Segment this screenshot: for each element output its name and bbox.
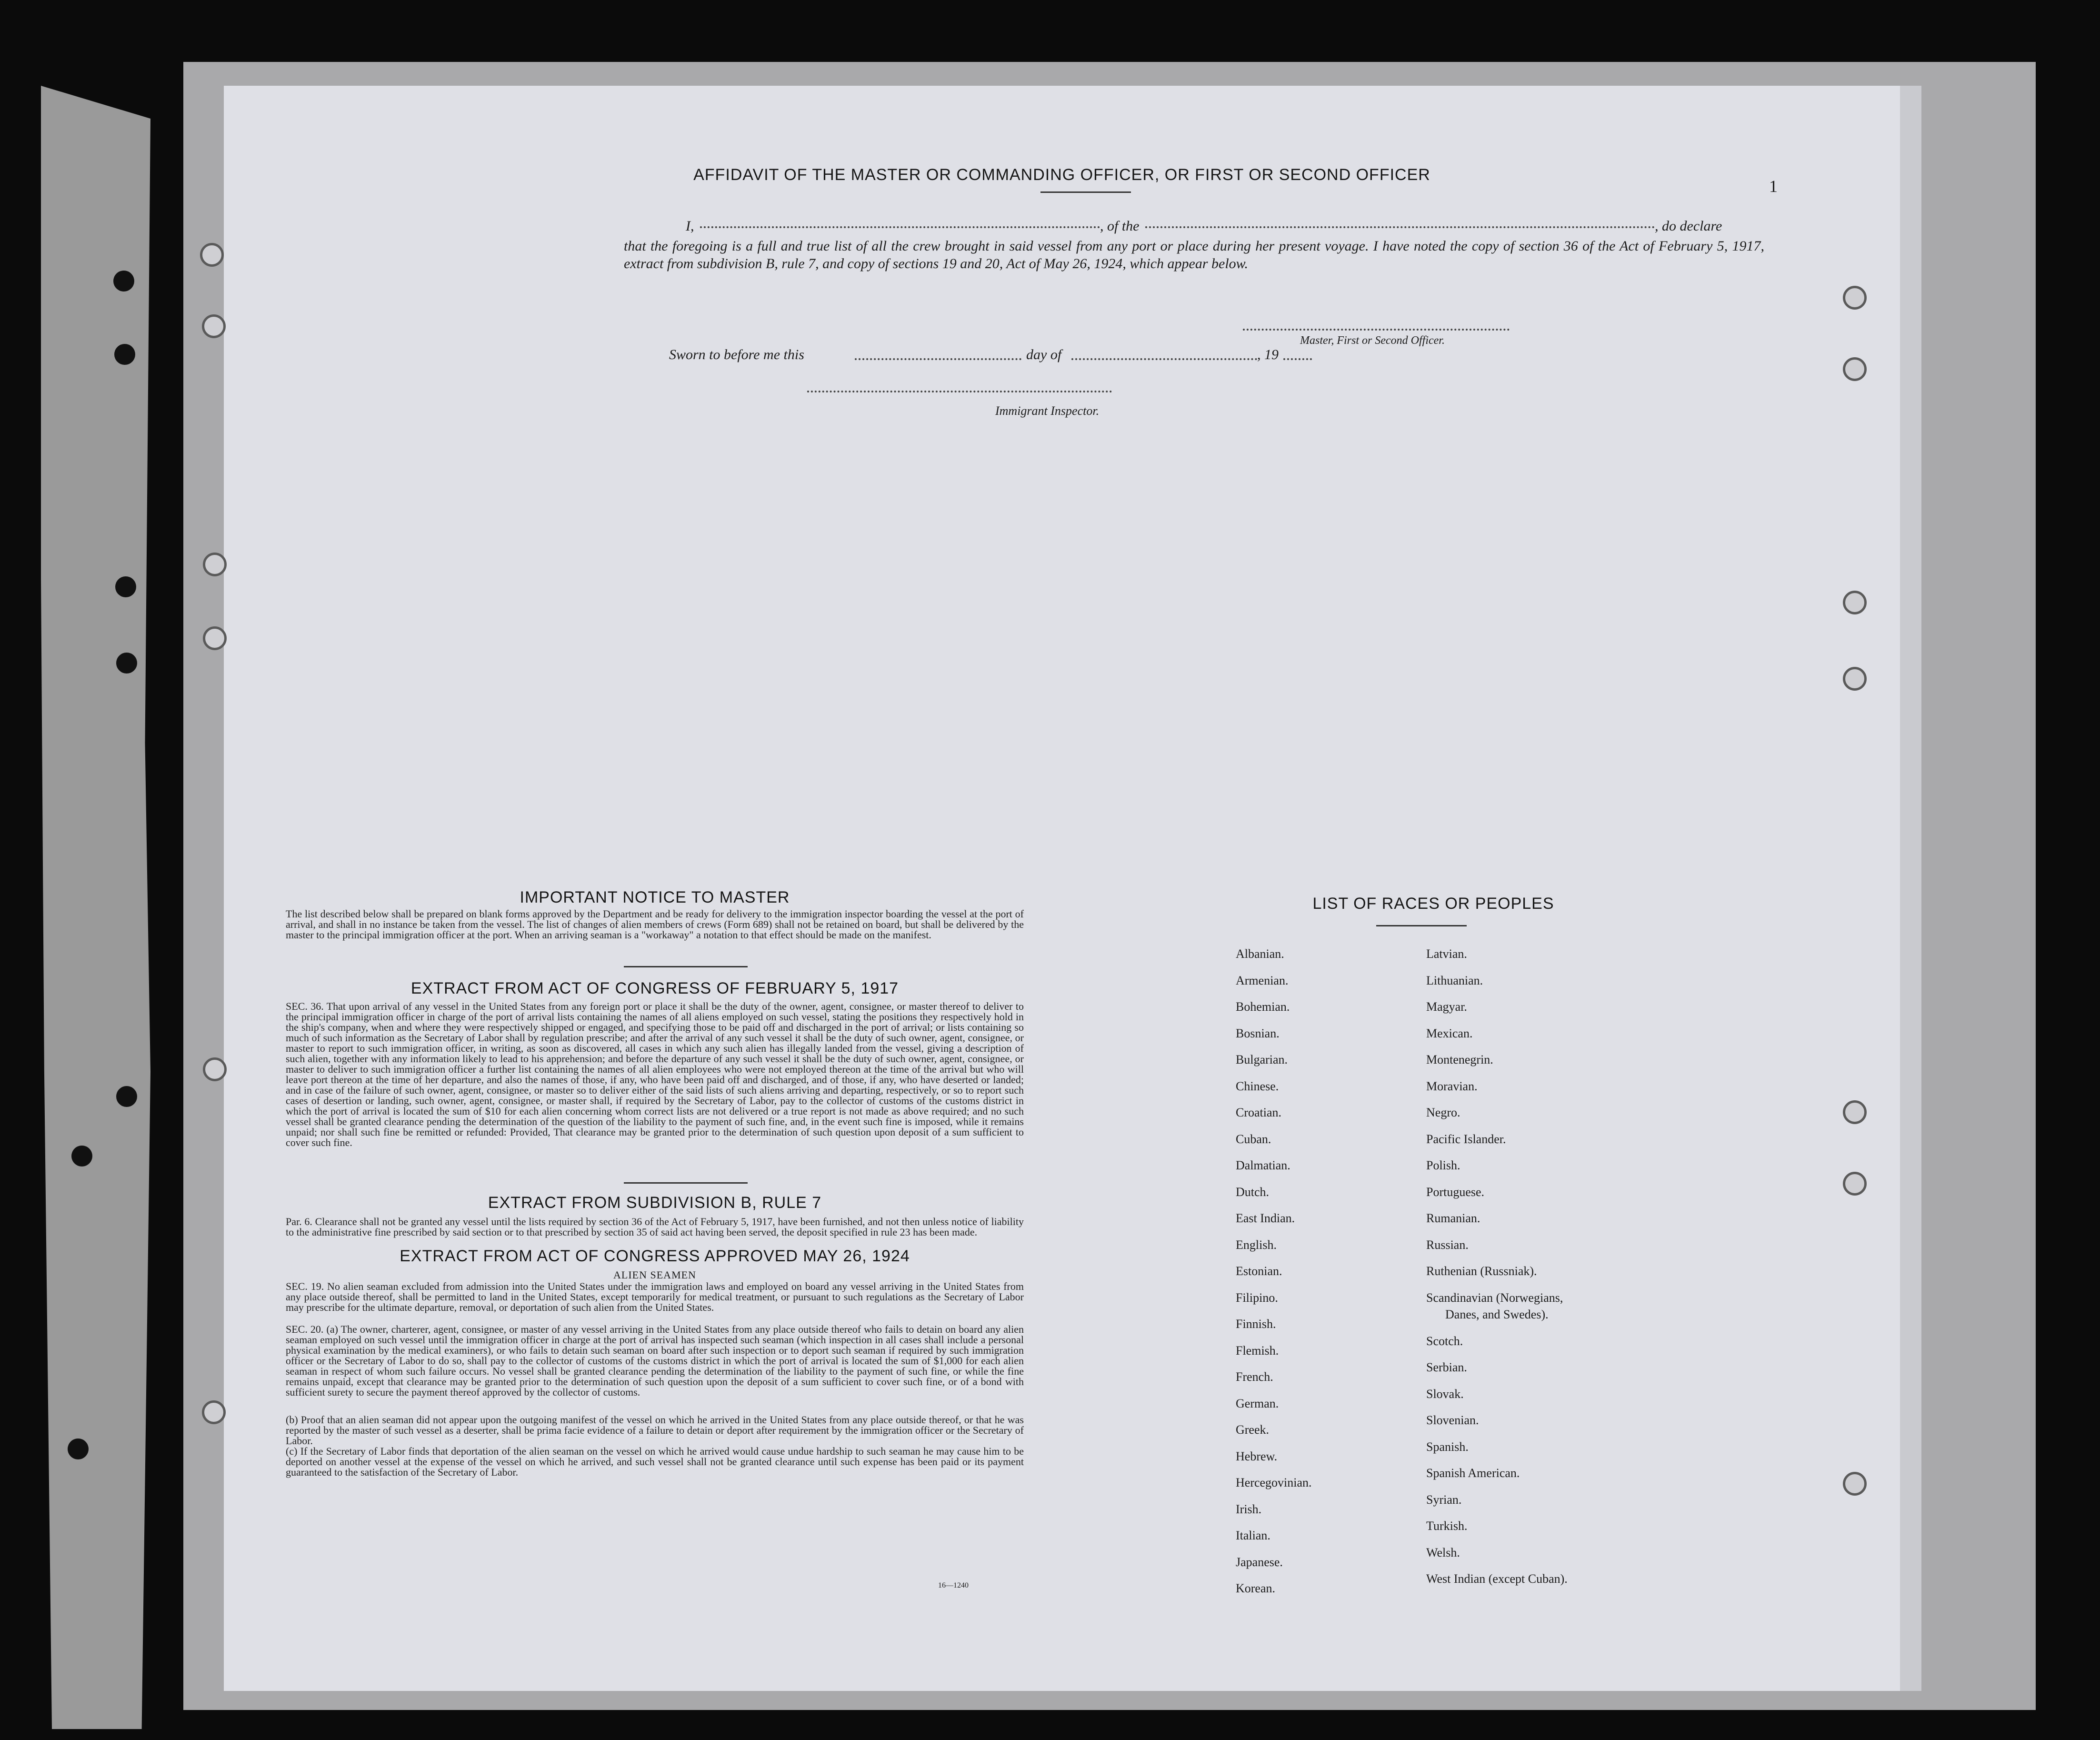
race-item: Bohemian. — [1236, 1000, 1290, 1014]
race-item: Hebrew. — [1236, 1449, 1278, 1463]
race-item: Serbian. — [1426, 1360, 1467, 1374]
vessel-blank[interactable] — [1145, 226, 1655, 228]
extract-rule7-text: Par. 6. Clearance shall not be granted any vessel until the lists required by section 36 of the Act of February 5, 1917, have been furnished, and not then unless notice of liability to the administrative fine prescribed by said section or to that prescribed by section 35 of said act having been served, the deposit specified in rule 23 has been made. — [286, 1216, 1024, 1238]
race-item: Rumanian. — [1426, 1211, 1480, 1225]
binding-hole — [113, 271, 134, 292]
race-item: Bosnian. — [1236, 1026, 1280, 1040]
race-item: Slovak. — [1426, 1387, 1464, 1401]
sec19-text: SEC. 19. No alien seaman excluded from admission into the United States under the immigration laws and employed on board any vessel arriving in the United States from any place outside thereof, shall be permitted to land in the United States, except temporarily for medical treatment, or pursuant to such regulations as the Secretary of Labor may prescribe for the ultimate departure, removal, or deportation of such alien from the United States. — [286, 1280, 1024, 1313]
extract-1917-text: SEC. 36. That upon arrival of any vessel in the United States from any foreign port or place it shall be the duty of the owner, agent, consignee, or master thereof to deliver to the principal immigration officer in charge of the port of arrival lists containing the names of all aliens employed on such vessel, stating the positions they respectively hold in the ship's company, when and where they were respectively shipped or engaged, and specifying those to be paid off and discharged in the port of arrival; or lists containing so much of such information as the Secretary of Labor shall by regulation prescribe; and after the arrival of any such vessel it shall be the duty of such owner, agent, consignee, or master to report to such immigration officer, in writing, as soon as discovered, all cases in which any such alien has illegally landed from the vessel, giving a description of such alien, together with any information likely to lead to his apprehension; and before the departure of any such vessel it shall be the duty of such owner, agent, consignee, or master to deliver to such immigration officer a further list containing the names of all alien employees who were not employed thereon at the time of the arrival but who will leave port thereon at the time of her departure, and also the names of those, if any, who have been paid off and discharged, and of those, if any, who have deserted or landed; and in case of the failure of such owner, agent, consignee, or master so to deliver either of the said lists of such aliens arriving and departing, respectively, or so to report such cases of desertion or landing, such owner, agent, consignee, or master shall, if required by the Secretary of Labor, pay to the collector of customs of the customs district in which the port of arrival is located the sum of $10 for each alien concerning whom correct lists are not delivered or a true report is not made as above required; and no such vessel shall be granted clearance pending the determination of the question of the liability to the payment of such fine, and, in the event such fine is imposed, while it remains unpaid; nor shall such fine be remitted or refunded: Provided, That clearance may be granted prior to the determination of such question upon deposit of a sum sufficient to cover such fine. — [286, 1000, 1024, 1148]
race-item: Montenegrin. — [1426, 1053, 1493, 1066]
punch-ring — [1843, 1172, 1867, 1196]
race-item: West Indian (except Cuban). — [1426, 1572, 1568, 1586]
binding-hole — [68, 1438, 89, 1459]
race-item: Welsh. — [1426, 1545, 1460, 1559]
race-item: Turkish. — [1426, 1519, 1468, 1533]
binding-hole — [71, 1146, 92, 1167]
race-item: Albanian. — [1236, 947, 1284, 961]
race-item: Irish. — [1236, 1502, 1262, 1516]
year-label: , 19 — [1257, 347, 1279, 362]
race-item: Korean. — [1236, 1581, 1276, 1595]
race-item: Danes, and Swedes). — [1445, 1308, 1549, 1321]
race-item: English. — [1236, 1237, 1277, 1252]
sec20b-text: (b) Proof that an alien seaman did not appear upon the outgoing manifest of the vessel on which he arrived in the United States from any place outside thereof, or that he was reported by the master of such vessel as a deserter, shall be prima facie evidence of a failure to detain or deport after requirement by the immigration officer or the Secretary of Labor. — [286, 1414, 1024, 1447]
punch-ring — [202, 1400, 226, 1424]
race-item: German. — [1236, 1396, 1279, 1410]
race-item: Lithuanian. — [1426, 973, 1483, 987]
race-item: Dutch. — [1236, 1185, 1270, 1199]
race-item: Slovenian. — [1426, 1413, 1479, 1427]
extract-1917-title: EXTRACT FROM ACT OF CONGRESS OF FEBRUARY 5, 1917 — [410, 979, 899, 997]
races-title: LIST OF RACES OR PEOPLES — [1312, 895, 1554, 913]
notice-text: The list described below shall be prepared on blank forms approved by the Department and be ready for delivery to the immigration inspector boarding the vessel at the port of arrival, and shall in no instance be taken from the vessel. The list of changes of alien members of crews (Form 689) shall not be retained on board, but shall be delivered by the master to the principal immigration officer at the port. When an arriving seaman is a "workaway" a notation to that effect should be made on the manifest. — [286, 908, 1024, 941]
inspector-signature-blank[interactable] — [807, 391, 1112, 392]
divider — [1376, 925, 1467, 926]
sworn-label: Sworn to before me this — [669, 347, 804, 362]
race-item: Greek. — [1236, 1423, 1270, 1437]
races-left-column — [1236, 941, 1393, 1602]
race-item: Armenian. — [1236, 973, 1289, 987]
race-item: Mexican. — [1426, 1026, 1473, 1040]
race-item: Negro. — [1426, 1106, 1460, 1119]
punch-ring — [202, 314, 226, 338]
master-label: Master, First or Second Officer. — [1300, 334, 1445, 347]
punch-ring — [1843, 591, 1867, 614]
race-item: Chinese. — [1236, 1079, 1279, 1093]
name-blank[interactable] — [700, 226, 1100, 228]
divider — [624, 1182, 748, 1184]
binding-strip — [41, 86, 150, 1729]
race-item: Hercegovinian. — [1236, 1476, 1312, 1489]
punch-ring — [203, 626, 227, 650]
punch-ring — [200, 243, 224, 267]
race-item: Pacific Islander. — [1426, 1132, 1506, 1146]
race-item: Latvian. — [1426, 947, 1467, 961]
punch-ring — [1843, 357, 1867, 381]
page-number: 1 — [1769, 177, 1778, 196]
master-signature-blank[interactable] — [1243, 329, 1510, 331]
race-item: Scotch. — [1426, 1334, 1463, 1348]
race-item: Magyar. — [1426, 1000, 1467, 1014]
alien-seamen-subtitle: ALIEN SEAMEN — [613, 1269, 696, 1281]
race-item: Ruthenian (Russniak). — [1426, 1264, 1537, 1278]
affidavit-title: AFFIDAVIT OF THE MASTER OR COMMANDING OFFICER, OR FIRST OR SECOND OFFICER — [693, 166, 1430, 184]
race-item: Polish. — [1426, 1158, 1460, 1172]
month-blank[interactable] — [1071, 358, 1257, 360]
race-item: East Indian. — [1236, 1211, 1295, 1225]
race-item: Japanese. — [1236, 1555, 1283, 1569]
race-item: Italian. — [1236, 1529, 1270, 1542]
races-right-column — [1426, 941, 1664, 1592]
race-item: Spanish. — [1426, 1439, 1469, 1454]
race-item: Finnish. — [1236, 1317, 1276, 1331]
race-item: Syrian. — [1426, 1492, 1462, 1507]
form-number: 16—1240 — [938, 1581, 969, 1589]
year-blank[interactable] — [1283, 358, 1312, 360]
race-item: Estonian. — [1236, 1264, 1282, 1278]
punch-ring — [203, 1057, 227, 1081]
race-item: Flemish. — [1236, 1343, 1279, 1358]
race-item: Dalmatian. — [1236, 1158, 1290, 1172]
race-item: Croatian. — [1236, 1106, 1282, 1119]
binding-hole — [114, 344, 135, 365]
race-item: Spanish American. — [1426, 1466, 1520, 1480]
sec20a-text: SEC. 20. (a) The owner, charterer, agent, consignee, or master of any vessel arriving in the United States from any place outside thereof who fails to detain on board any alien seaman employed on such vessel until the immigration officer in charge at the port of arrival has inspected such seaman (which inspection in all cases shall include a personal physical examination by the medical examiners), or who fails to detain such seaman on board after such inspection or to deport such seaman if required by such immigration officer or the Secretary of Labor to do so, shall pay to the collector of customs of the customs district in which the port of arrival is located the sum of $1,000 for each alien seaman in respect of whom such failure occurs. No vessel shall be granted clearance pending the determination of the liability to the payment of such fine, or while the fine remains unpaid, except that clearance may be granted prior to the determination of such question upon the deposit of a sum sufficient to cover such fine, or of a bond with sufficient surety to secure the payment thereof approved by the collector of customs. — [286, 1323, 1024, 1398]
punch-ring — [1843, 667, 1867, 691]
punch-ring — [1843, 1472, 1867, 1496]
punch-ring — [203, 553, 227, 576]
sec20c-text: (c) If the Secretary of Labor finds that deportation of the alien seaman on the vessel on which he arrived would cause undue hardship to such seaman he may cause him to be deported on another vessel at the expense of the vessel on which he arrived, and such vessel shall not be granted clearance until such expense has been paid or its payment guaranteed to the satisfaction of the Secretary of Labor. — [286, 1445, 1024, 1478]
inspector-label: Immigrant Inspector. — [995, 404, 1100, 418]
notice-title: IMPORTANT NOTICE TO MASTER — [520, 888, 790, 906]
affidavit-body: that the foregoing is a full and true list of all the crew brought in said vessel from any port or place during her present voyage. I have noted the copy of section 36 of the Act of February 5, 1917, extract from subdivision B, rule 7, and copy of sections 19 and 20, Act of May 26, 1924, which appear below. — [624, 238, 1764, 272]
race-item: Portuguese. — [1426, 1185, 1485, 1199]
race-item: Scandinavian (Norwegians, — [1426, 1290, 1563, 1305]
binding-hole — [116, 1086, 137, 1107]
race-item: French. — [1236, 1370, 1273, 1384]
race-item: Cuban. — [1236, 1132, 1271, 1146]
affidavit-i-label: I, — [686, 218, 694, 234]
affidavit-of-the-label: , of the — [1100, 218, 1140, 234]
divider — [624, 966, 748, 967]
race-item: Filipino. — [1236, 1290, 1278, 1305]
punch-ring — [1843, 286, 1867, 310]
extract-rule7-title: EXTRACT FROM SUBDIVISION B, RULE 7 — [488, 1194, 822, 1212]
extract-1924-title: EXTRACT FROM ACT OF CONGRESS APPROVED MAY 26, 1924 — [400, 1247, 910, 1265]
race-item: Russian. — [1426, 1237, 1469, 1252]
day-of-label: day of — [1026, 347, 1062, 362]
race-item: Bulgarian. — [1236, 1053, 1288, 1066]
divider — [1040, 191, 1131, 193]
binding-hole — [115, 576, 136, 597]
form-page — [224, 86, 1900, 1691]
day-blank[interactable] — [855, 358, 1021, 360]
race-item: Moravian. — [1426, 1079, 1478, 1093]
binding-hole — [116, 653, 137, 674]
affidavit-declare-label: , do declare — [1655, 218, 1722, 234]
punch-ring — [1843, 1100, 1867, 1124]
